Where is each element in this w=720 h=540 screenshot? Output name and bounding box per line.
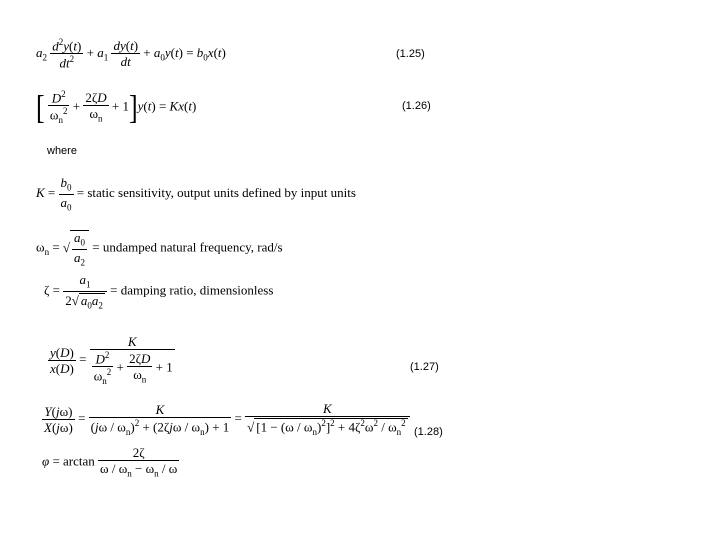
- definition-omega-n: $\omega_n$ = √ $\frac{a_0}{a_2}$ = undamped natural frequency, rad/s: [36, 230, 283, 268]
- equation-number-1-26: (1.26): [402, 100, 431, 112]
- definition-zeta: ζ = $\frac{a_1}{2√ a_0a_2}$ = damping ratio, dimensionless: [44, 272, 274, 311]
- definition-zeta-text: = damping ratio, dimensionless: [110, 282, 274, 298]
- equation-number-1-27: (1.27): [410, 361, 439, 373]
- equation-number-1-28: (1.28): [414, 426, 443, 438]
- equation-number-1-25: (1.25): [396, 48, 425, 60]
- definition-K: K = $\frac{b_0}{a_0}$ = static sensitivity, output units defined by input units: [36, 175, 356, 213]
- definition-K-text: = static sensitivity, output units defined by input units: [76, 185, 356, 201]
- equation-1-25: $a_2$ $\frac{d^2y(t)}{dt^2}$ + $a_1$ $\frac{dy(t)}{dt}$ + $a_0y(t) = b_0x(t)$: [36, 37, 226, 71]
- equation-1-26: [ $\frac{D^2}{\omega_n^2}$ + $\frac{2\zeta D}{\omega_n}$ + 1]y(t) = Kx(t): [36, 88, 197, 126]
- equation-phase: φ = arctan $\frac{2\zeta}{\omega / \omega_n - \omega_n / \omega}$: [42, 445, 178, 479]
- equation-1-27: $\frac{y(D)}{x(D)}$ = K $\frac{D^2}{\omega_n^2}$ + $\frac{2\zeta D}{\omega_n}$ + 1: [50, 334, 173, 387]
- definition-omega-n-text: = undamped natural frequency, rad/s: [92, 239, 283, 255]
- where-label: where: [47, 145, 77, 157]
- equation-1-28: $\frac{Y(j\omega)}{X(j\omega)}$ = $\frac{K}{(j\omega / \omega_n)^2 + (2\zeta j\omega / \omega_n) + 1}$ = $\frac{K}{√ [1 - (\omega / \omega_n)^2]^2 + 4\zeta^2\omega^2 / \omega_n^2}$: [42, 402, 410, 437]
